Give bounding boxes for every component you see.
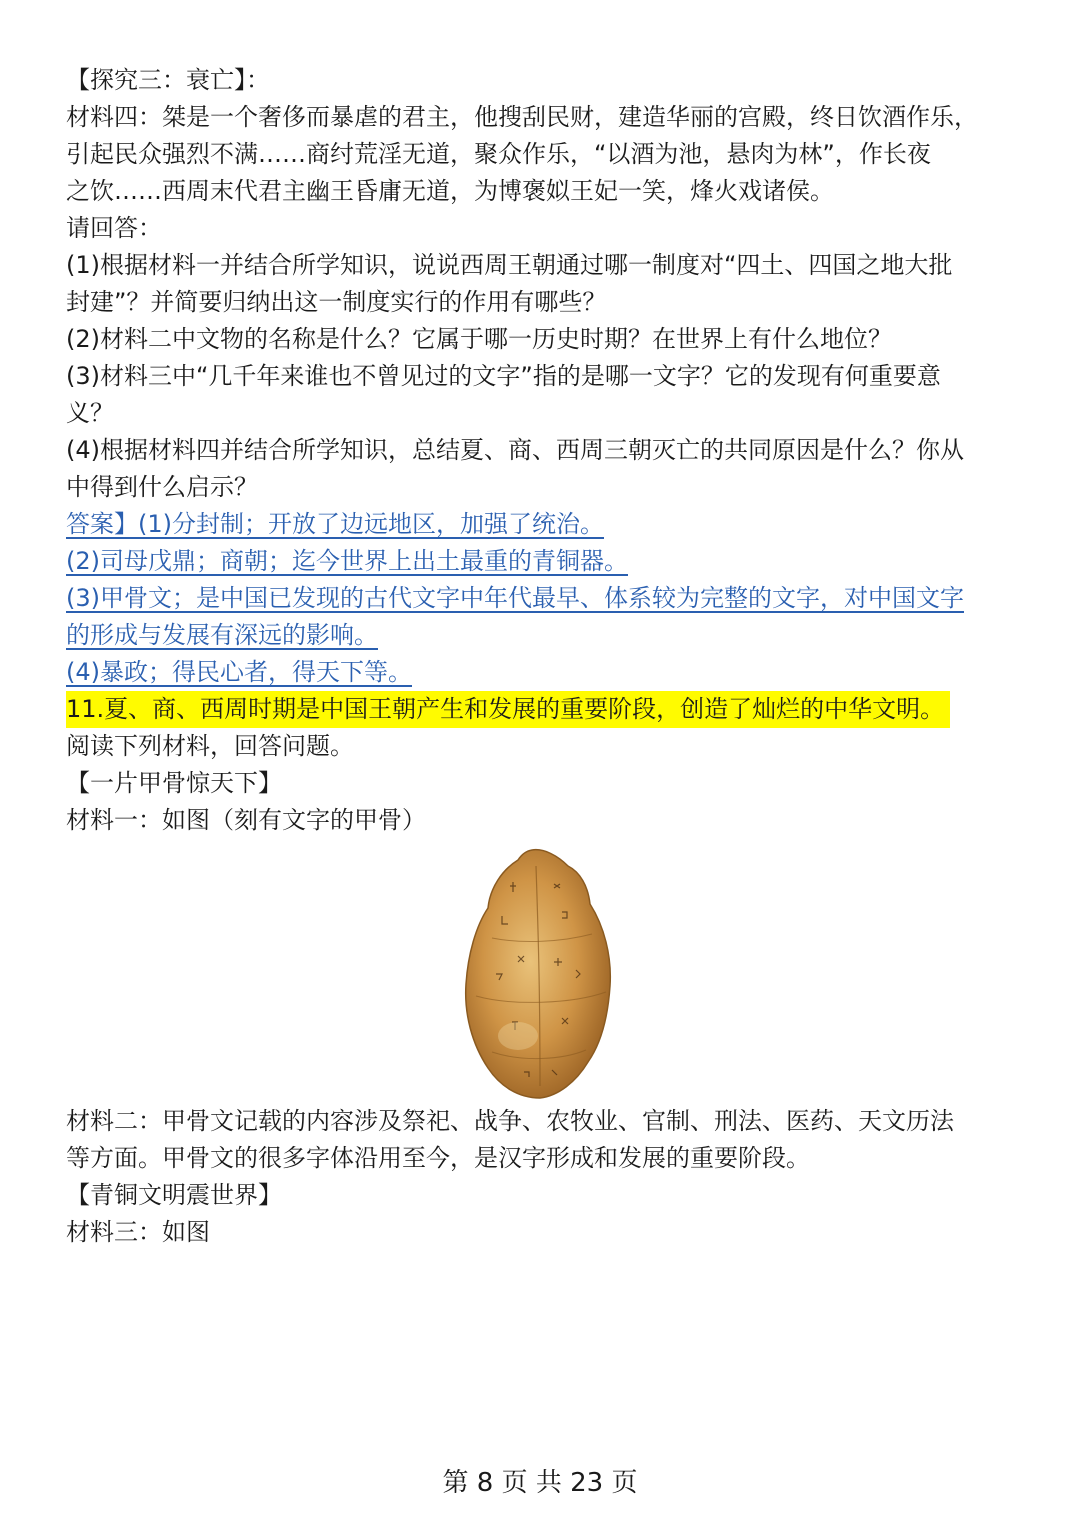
answer-line [66, 506, 1016, 543]
question-line: (2)材料二中文物的名称是什么？它属于哪一历史时期？在世界上有什么地位？ [66, 325, 892, 353]
prompt-text: 请回答： [66, 214, 162, 242]
question-line: 封建”？并简要归纳出这一制度实行的作用有哪些？ [66, 288, 607, 316]
question-line: (4)根据材料四并结合所学知识，总结夏、商、西周三朝灭亡的共同原因是什么？你从 [66, 436, 964, 464]
section-heading: 【探究三：衰亡】： [66, 66, 270, 94]
material-2-line: 等方面。甲骨文的很多字体沿用至今，是汉字形成和发展的重要阶段。 [66, 1144, 810, 1172]
answer-text: (2)司母戊鼎；商朝；迄今世界上出土最重的青铜器。 [66, 547, 628, 575]
material-2-line: 材料二：甲骨文记载的内容涉及祭祀、战争、农牧业、官制、刑法、医药、天文历法 [66, 1107, 954, 1135]
oracle-bone-image [462, 846, 614, 1102]
material-4-line: 材料四：桀是一个奢侈而暴虐的君主，他搜刮民财，建造华丽的宫殿，终日饮酒作乐， [66, 103, 978, 131]
material-4-line: 之饮……西周末代君主幽王昏庸无道，为博褒姒王妃一笑，烽火戏诸侯。 [66, 177, 834, 205]
question-11-title: 11.夏、商、西周时期是中国王朝产生和发展的重要阶段，创造了灿烂的中华文明。 [66, 691, 950, 728]
question-line: (1)根据材料一并结合所学知识，说说西周王朝通过哪一制度对“四土、四国之地大批 [66, 251, 953, 279]
answer-line [66, 617, 1016, 654]
material-3-text: 材料三：如图 [66, 1218, 210, 1246]
document-body-lower [66, 1103, 1016, 1251]
instruction-text: 阅读下列材料，回答问题。 [66, 732, 354, 760]
answer-text: (4)暴政；得民心者，得天下等。 [66, 658, 412, 686]
answer-text: (3)甲骨文；是中国已发现的古代文字中年代最早、体系较为完整的文字，对中国文字 [66, 584, 964, 612]
material-4-line: 引起民众强烈不满……商纣荒淫无道，聚众作乐，“以酒为池，悬肉为林”，作长夜 [66, 140, 931, 168]
page-footer: 第 8 页 共 23 页 [442, 1468, 638, 1498]
answer-line [66, 654, 1016, 691]
question-line: (3)材料三中“几千年来谁也不曾见过的文字”指的是哪一文字？它的发现有何重要意 [66, 362, 941, 390]
material-1-text: 材料一：如图（刻有文字的甲骨） [66, 806, 426, 834]
question-line: 中得到什么启示？ [66, 473, 258, 501]
answer-line [66, 580, 1016, 617]
part-2-heading: 【青铜文明震世界】 [66, 1181, 282, 1209]
document-body [66, 62, 1016, 839]
question-11-line [66, 691, 1016, 728]
answer-text: 答案】(1)分封制；开放了边远地区，加强了统治。 [66, 510, 604, 538]
question-line: 义？ [66, 399, 114, 427]
answer-text: 的形成与发展有深远的影响。 [66, 621, 378, 649]
part-1-heading: 【一片甲骨惊天下】 [66, 769, 282, 797]
answer-line [66, 543, 1016, 580]
